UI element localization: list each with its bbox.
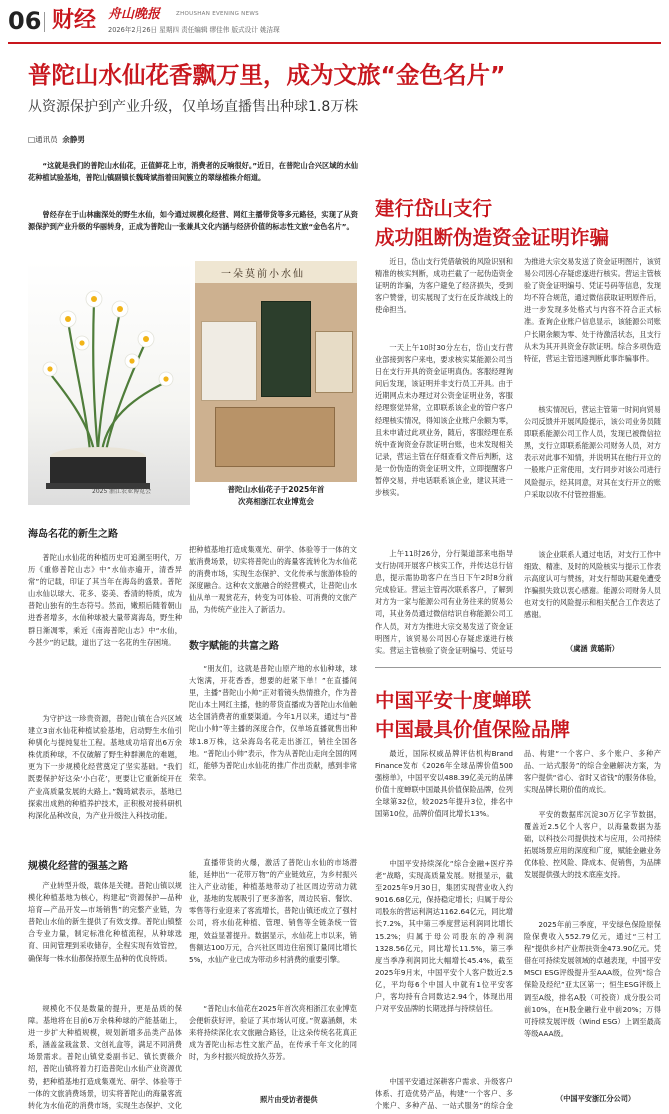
product-photo — [195, 261, 357, 482]
story2-paragraph-1: 近日，岱山支行凭借敏锐的风险识别和精准的核实判断，成功拦截了一起伪造资金证明的诈骗，为客户避免了经济损失，受到客户赞誉，切实展现了支行在反诈战线上的使命担当。 — [375, 257, 513, 315]
story2-paragraph-3: 上午11时26分，分行渠道部来电指导支行协同开展客户核实工作，并传达总行信息，提示需协助客户在当日下午2时8分前完成验证。营运主管再次联系客户，了解到对方为一家与能源公司有业务往来的贸易公司，其业务员通过微信结识自称能源公司工作人员，对方为推进大宗交易发送了资金证明图片，该贸易公司因心存疑虑遂进行核实。营运主管核验了资金证明编号、凭证号 — [375, 549, 513, 655]
story2-paragraph-4: 核实情况后，营运主管第一时间向贸易公司反馈并开展风险提示，该公司业务员随即联系能源公司工作人员，发现已被微信拉黑，支行立即联系能源公司财务人员，对方表示对此事不知情，并说明其在他行开立的一般账户正常使用，支行同步对该公司进行风险提示，经其同意，对其在支行开立的账户采取以收不付管控措施。 — [524, 405, 661, 499]
paper-logo: 舟山晚报 — [108, 7, 161, 22]
issue-line: 2026年2月26日 星期四 责任编辑 缪佳伟 版式设计 姚洁琛 — [108, 26, 280, 34]
story2-paragraph-5: 该企业联系人通过电话，对支行工作中细致、精准、及时的风险核实与提示工作表示高度认可与赞扬，对支行帮助其避免遭受诈骗损失致以衷心感谢。能源公司财务人员也对支行的风险提示和相关配合工作表达了感谢。 — [524, 550, 661, 620]
page-number: 06 — [8, 7, 42, 35]
gift-box-left — [201, 321, 257, 401]
story2-title — [375, 194, 661, 252]
lead-intro-2: 曾经存在于山林幽深处的野生水仙，如今通过规模化经营、网红主播带货等多元路径，实现了从资源保护到产业升级的华丽转身，正成为普陀山一张兼具文化内涵与经济价值的标志性文旅“金色名片”。 — [28, 210, 358, 232]
story2-title-line1: 建行岱山支行 — [375, 197, 493, 220]
photo-credit: 照片由受访者提供 — [260, 1095, 318, 1104]
story2-paragraph-2: 一天上午10时30分左右，岱山支行营业部接到客户来电，要求核实某能源公司当日在支行开具的资金证明真伪。客服经理询问后发现，该证明并非支行员工开具。由于近期网点未办理过对公资金证明业务，客服经理察觉异常，立即联系该企业的管户客户经理核实情况，得知该企业账户余额为零，且未申请过此项业务，随后，客服经理在系统中查询资金存款证明台账，也未发现相关记录，营运主管在仔细查看文件后判断，这是一份伪造的资金证明文件，立即提醒客户暂停交易，并电话联系该企业，建议其进一步核实。 — [375, 343, 513, 498]
story2-paragraph-3-continued: 为推进大宗交易发送了资金证明图片，该贸易公司因心存疑虑遂进行核实。营运主管核验了资金证明编号、凭证号码等信息，发现均不符合规范，通过微信获取证明原件后，进一步发现多处格式与内容不符合正式标准。查询企业账户信息显示，该能源公司账户长期余额为零、处于待激活状态，且支行从未为其开具资金存款证明。综合多项伪造特征，营运主管迅速判断此事诈骗事件。 — [524, 257, 661, 363]
section2-heading: 规模化经营的强基之路 — [28, 861, 128, 872]
story3-paragraph-3: 中国平安通过深耕客户需求、升级客户体系、打造优势产品，构建“一个客户、多个账户、多种产品、一站式服务”的综合金 — [375, 1077, 513, 1111]
story3-credit: （中国平安浙江分公司） — [556, 1094, 636, 1103]
section3-paragraph-1: “朋友们，这就是普陀山原产地的水仙种球，球大饱满，开花香香，想要的赶紧下单！”在直播间里，主播“普陀山小帅”正对着镜头热情推介，作为普陀山本土网红主播，他的带货直播成为普陀山水仙触达全国消费者的重要渠道。今年1月以来，通过与“普陀山小帅”等主播的深度合作，仅单场直播就售出种球1.8万株，这朵海岛名花走出浙江，销往全国各地。“普陀山小帅”表示，作为从普陀山走向全国的网红，能够为普陀山水仙花的推广作出贡献，感到非常荣幸。 — [189, 664, 357, 782]
paper-english-name: ZHOUSHAN EVENING NEWS — [176, 11, 259, 17]
lead-subtitle: 从资源保护到产业升级，仅单场直播售出种球1.8万株 — [28, 99, 359, 115]
masthead — [0, 0, 669, 42]
section3-heading: 数字赋能的共富之路 — [189, 641, 279, 652]
masthead-rule — [8, 42, 661, 44]
byline-label: 通讯员 — [35, 135, 58, 144]
section3-paragraph-3: “普陀山水仙花在2025年首次亮相浙江农业博览会便斩获好评，验证了其市场认可度。”贺嘉涵颇，未来将持续深化农文旅融合路径，让这朵传统名花真正成为普陀山标志性文旅产品，在传承千年文化的同时，为乡村振兴绽放持久芬芳。 — [189, 1004, 357, 1062]
section-name: 财经 — [52, 7, 97, 33]
section2-paragraph-2-continued — [189, 544, 357, 641]
section2-paragraph-1: 产业转型升级，载体是关键。普陀山镇以规模化种植基地为核心，构建起“资源保护—品种培育—产品开发—市场销售”的完整产业链，为普陀山水仙的新生提供了有效支撑。普陀山镇整合专业力量，制定标准化种植流程，从种球选育、田间管理到采收储存，全程实现有效管控，确保每一株水仙都保持原生品种的优良特质。 — [28, 881, 182, 963]
story2-title-line2: 成功阻断伪造资金证明诈骗 — [375, 226, 610, 249]
story3-title-line1: 中国平安十度蝉联 — [375, 689, 532, 712]
lead-title: 普陀山水仙花香飘万里，成为文旅“金色名片” — [28, 61, 506, 89]
narcissus-photo — [28, 261, 190, 505]
section2-paragraph-2: 规模化不仅是数量的提升，更是品质的保障。基地将在目前6万余株种球的产能基础上，进一步扩大种植规模，规划新增多品类产品体系，涵盖盆栽盆景、文创礼盒等，满足不同消费场景需求。普陀山镇党委副书记、镇长贾薇介绍，普陀山镇将着力打造普陀山水仙产业资源优势，把种植基地打造成集观光、研学、体验等于一体的文旅消费场景，切实将普陀山的海量客流转化为水仙花的消费市场，实现生态保护、文化 — [28, 1004, 182, 1110]
section1-heading: 海岛名花的新生之路 — [28, 529, 118, 540]
section1-paragraph-1: 普陀山水仙花的种植历史可追溯至明代，万历《重修普陀山志》中“水仙亦遍开，清香异常”的记载，印证了其当年在海岛的盛景。普陀山水仙以球大、花多、姿美、香清的特质，成为普陀山独有的生态符号。然而，嫩照后随着朝山进香者增多，水仙种球被大量带离海岛，野生种群日渐凋零，乘近《南海普陀山志》中“水仙，今甚少”的记载，道出了这一名花的生存困境。 — [28, 553, 182, 647]
story-divider — [375, 667, 661, 668]
expo-logo: 2025 浙江农业博览会 — [92, 488, 152, 495]
narcissus-illustration — [28, 261, 190, 505]
section3-paragraph-2: 直播带货的火爆，激活了普陀山水仙的市场潜能，延伸出“一花带万物”的产业链效应，为乡村振兴注入产业动能，种植基地带动了社区周边劳动力就业，基地的发展吸引了更多游客，周边民宿、餐饮、零售等行业迎来了客流增长，普陀山镇还成立了强村公司，将水仙花种植、管理、销售等全链条统一管理，效益显著提升。数据显示，水仙花上市以来，销售额达100万元，合兴社区周边住宿预订量同比增长5%，水仙产业已成为带动乡村消费的重要引擎。 — [189, 858, 357, 964]
section1-paragraph-2: 为守护这一珍贵资源，普陀山镇在合兴区域建立3亩水仙花种植试验基地，启动野生水仙引种驯化与提纯复壮工程。基地成功培育出6万余株优质种球，不仅破解了野生种群濒危的难题，更为下一步规模化经营奠定了坚实基础。“我们既要保护好这朵‘小白花’，更要让它重新绽开在产业高质量发展的大路上。”魏琦斌表示，基地已探索出成熟的种植养护技术，正积极对接科研机构深化品种改良，为产业升级注入科技动能。 — [28, 714, 182, 820]
story3-title — [375, 686, 661, 744]
story3-paragraph-3-continued: 品、构建“一个客户、多个账户、多种产品、一站式服务”的综合金融解决方案，为客户提供“省心、省时又省钱”的服务体验，实现品牌长期价值的成长。 — [524, 749, 661, 795]
byline-name: 余静男 — [62, 135, 85, 144]
story2-credit: （虞涵 黄璐斯） — [566, 644, 619, 653]
photo-banner: 一朵莫前小水仙 — [195, 261, 357, 283]
story3-paragraph-4: 平安的数据库沉淀30万亿字节数据，覆盖近2.5亿个人客户，以海量数据为基础，以科技公司提供技术与应用，公司持续拓展场景应用的深度和广度，赋能金融业务优体验、控风险、降成本、促销售，为品牌发展提供强大的技术底座支持。 — [524, 810, 661, 880]
photo-caption-line2: 次亮相浙江农业博览会 — [238, 497, 314, 506]
section2-continued-text: 把种植基地打造成集观光、研学、体验等于一体的文旅消费场景，切实将普陀山的海量客流转化为水仙花的消费市场，实现生态保护、文化传承与旅游体验的深度融合。这种农文旅融合的经营模式，让普陀山水仙从单一观赏花卉，转变为可体验、可消费的文旅产品，为传统产业注入了新活力。 — [189, 545, 357, 615]
gift-box-right — [315, 331, 353, 393]
photo-caption-line1: 普陀山水仙花子于2025年首 — [227, 485, 325, 494]
byline — [28, 134, 85, 146]
byline-icon: □ — [28, 135, 36, 144]
photo-caption — [195, 484, 357, 508]
masthead-divider — [44, 12, 45, 32]
story3-paragraph-5: 2025年前三季度，平安绿色保险原保险保费收入552.79亿元，通过“三村工程”提供乡村产业帮扶资金473.90亿元。凭借在可持续发展领域的卓越表现，中国平安MSCI ESG评级提升至AAA级，位列“综合保险及经纪”亚太区第一；恒生ESG评级上调至A级，排名A股（可投资）成分股公司前10%，在H股金融行业中前20%；万得可持续发展评级（Wind ESG）上调至最高等级AAA级。 — [524, 920, 661, 1038]
story3-paragraph-2: 中国平安持续深化“综合金融+医疗养老”战略，实现高质量发展。财报显示，截至2025年9月30日，集团实现营业收入约9016.68亿元，保持稳定增长；归属于母公司股东的营运利润达1162.64亿元，同比增长7.2%，其中第三季度营运利润同比增长15.2%；归属于母公司股东的净利润1328.56亿元，同比增长11.5%，第三季度当季净利润同比大幅增长45.4%，截至2025年9月末，中国平安个人客户数近2.5亿，平均每6个中国人中就有1位平安客户，客均持有合同数达2.94个，体现出用户对平安品牌的长期选择与持续信任。 — [375, 859, 513, 1014]
story3-title-line2: 中国最具价值保险品牌 — [375, 718, 571, 741]
story3-paragraph-1: 最近，国际权威品牌评估机构Brand Finance发布《2026年全球品牌价值500强榜单》，中国平安以488.39亿美元的品牌价值十度蝉联中国最具价值保险品牌，位列全球第32位，较2025年提升3位，排名中国第10位，品牌价值同比增长13%。 — [375, 749, 513, 819]
gift-box-mid — [261, 301, 311, 397]
lead-intro-1: “这就是我们的普陀山水仙花，正值鲜花上市，消费者的反响很好。”近日，在普陀山合兴区域的水仙花种植试验基地，普陀山镇副镇长魏琦斌指着田间簇立的翠绿植株介绍道。 — [28, 161, 358, 183]
gift-carton — [215, 407, 335, 467]
